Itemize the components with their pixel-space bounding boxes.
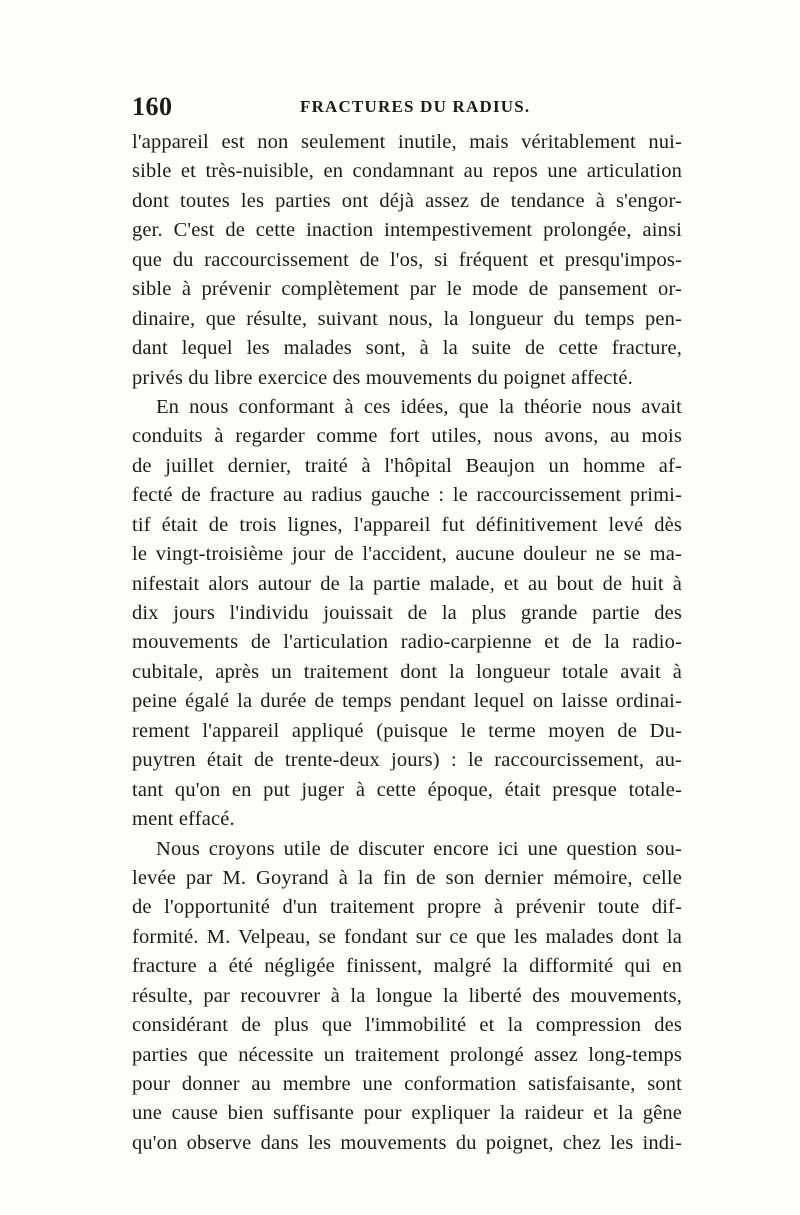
text-line: puytren était de trente-deux jours) : le raccourcissement, au- [132, 749, 682, 772]
text-line: tif était de trois lignes, l'appareil fut définitivement levé dès [132, 513, 682, 536]
text-line: que du raccourcissement de l'os, si fréquent et presqu'impos- [132, 248, 682, 271]
text-line: formité. M. Velpeau, se fondant sur ce que les malades dont la [132, 925, 682, 948]
paragraph-last-line: privés du libre exercice des mouvements du poignet affecté. [132, 366, 633, 389]
text-line: dix jours l'individu jouissait de la plus grande partie des [132, 602, 682, 624]
text-line: conduits à regarder comme fort utiles, nous avons, au mois [132, 425, 682, 448]
paragraph-first-line: Nous croyons utile de discuter encore ici une question sou- [156, 837, 682, 860]
text-line: nifestait alors autour de la partie malade, et au bout de huit à [132, 572, 682, 595]
text-line: peine égalé la durée de temps pendant lequel on laisse ordinai- [132, 690, 682, 713]
text-line: le vingt-troisième jour de l'accident, aucune douleur ne se ma- [132, 543, 682, 566]
text-line: ger. C'est de cette inaction intempestivement prolongée, ainsi [132, 219, 682, 242]
text-line: sible et très-nuisible, en condamnant au repos une articulation [132, 160, 682, 183]
paragraph-last-line: ment effacé. [132, 808, 235, 831]
text-line: dinaire, que résulte, suivant nous, la longueur du temps pen- [132, 307, 682, 330]
running-head [132, 92, 680, 122]
text-line: sible à prévenir complètement par le mode de pansement or- [132, 278, 682, 301]
text-line: cubitale, après un traitement dont la longueur totale avait à [132, 660, 682, 683]
page-number: 160 [132, 92, 173, 121]
running-title: FRACTURES DU RADIUS. [300, 97, 531, 116]
text-line: considérant de plus que l'immobilité et la compression des [132, 1014, 682, 1037]
text-line: résulte, par recouvrer à la longue la liberté des mouvements, [132, 984, 682, 1007]
paragraph-first-line: En nous conformant à ces idées, que la théorie nous avait [156, 395, 682, 418]
text-line: mouvements de l'articulation radio-carpienne et de la radio- [132, 631, 682, 654]
text-line: une cause bien suffisante pour expliquer la raideur et la gêne [132, 1102, 682, 1125]
text-line: qu'on observe dans les mouvements du poignet, chez les indi- [132, 1131, 682, 1154]
text-line: de l'opportunité d'un traitement propre à prévenir toute dif- [132, 896, 682, 919]
text-line: dant lequel les malades sont, à la suite de cette fracture, [132, 337, 682, 360]
text-line: tant qu'on en put juger à cette époque, était presque totale- [132, 778, 682, 801]
text-line: fracture a été négligée finissent, malgré la difformité qui en [132, 955, 682, 978]
body-text [132, 128, 682, 1158]
text-line: de juillet dernier, traité à l'hôpital Beaujon un homme af- [132, 454, 682, 477]
text-line: levée par M. Goyrand à la fin de son dernier mémoire, celle [132, 866, 682, 889]
text-line: fecté de fracture au radius gauche : le raccourcissement primi- [132, 484, 682, 507]
text-line: dont toutes les parties ont déjà assez de tendance à s'engor- [132, 189, 682, 212]
text-line: pour donner au membre une conformation satisfaisante, sont [132, 1073, 682, 1095]
text-line: rement l'appareil appliqué (puisque le terme moyen de Du- [132, 719, 682, 742]
text-line: l'appareil est non seulement inutile, mais véritablement nui- [132, 131, 682, 153]
text-line: parties que nécessite un traitement prolongé assez long-temps [132, 1043, 682, 1066]
